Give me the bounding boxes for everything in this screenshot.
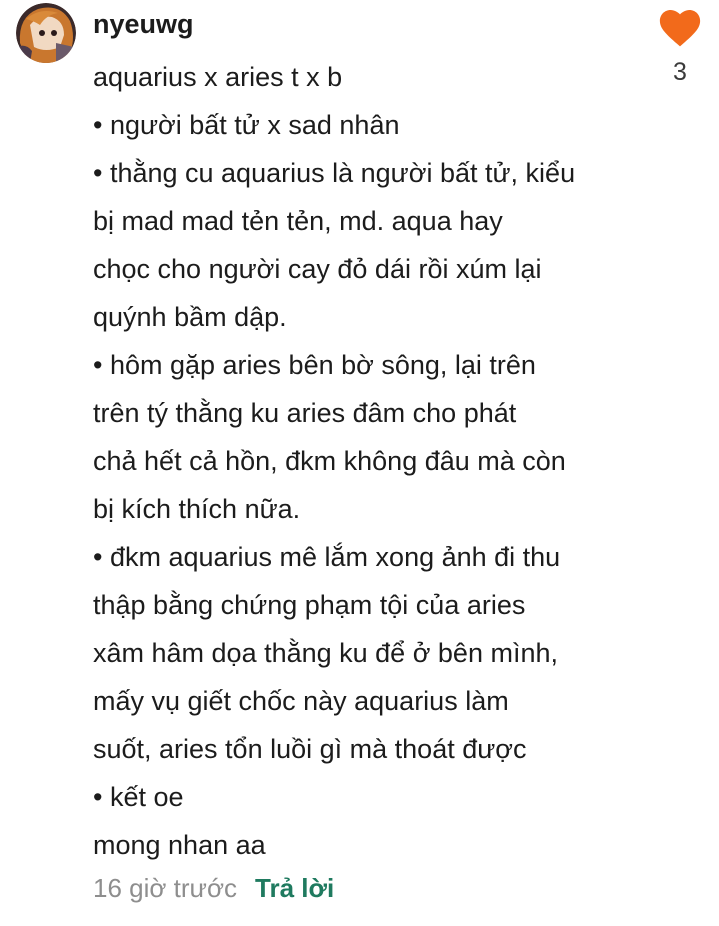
comment-line: • người bất tử x sad nhân <box>93 110 400 140</box>
comment-line: bị mad mad tẻn tẻn, md. aqua hay <box>93 206 503 236</box>
comment-line: • thằng cu aquarius là người bất tử, kiểu <box>93 158 576 188</box>
comment-line: thập bằng chứng phạm tội của aries <box>93 590 526 620</box>
comment-line: • đkm aquarius mê lắm xong ảnh đi thu <box>93 542 561 572</box>
heart-icon <box>659 8 701 48</box>
comment-line: suốt, aries tổn luồi gì mà thoát được <box>93 734 527 764</box>
comment-line: • hôm gặp aries bên bờ sông, lại trên <box>93 350 536 380</box>
like-count: 3 <box>673 58 687 86</box>
comment-line: bị kích thích nữa. <box>93 494 301 524</box>
comment-line: chọc cho người cay đỏ dái rồi xúm lại <box>93 254 542 284</box>
comment-line: • kết oe <box>93 782 184 812</box>
comment-line: trên tý thằng ku aries đâm cho phát <box>93 398 517 428</box>
comment-line: mong nhan aa <box>93 830 266 860</box>
avatar-image <box>16 3 76 63</box>
reply-button[interactable]: Trả lời <box>255 872 335 903</box>
comment-line: chả hết cả hồn, đkm không đâu mà còn <box>93 446 566 476</box>
comment-meta <box>93 868 334 908</box>
comment-line: aquarius x aries t x b <box>93 62 343 92</box>
comment-line: quýnh bầm dập. <box>93 302 287 332</box>
username[interactable]: nyeuwg <box>93 9 194 39</box>
timestamp: 16 giờ trước <box>93 872 237 903</box>
comment-line: mấy vụ giết chốc này aquarius làm <box>93 686 509 716</box>
comment-line: xâm hâm dọa thằng ku để ở bên mình, <box>93 638 558 668</box>
comment-body <box>93 53 653 869</box>
like-button[interactable] <box>659 8 701 48</box>
avatar[interactable] <box>16 3 76 63</box>
